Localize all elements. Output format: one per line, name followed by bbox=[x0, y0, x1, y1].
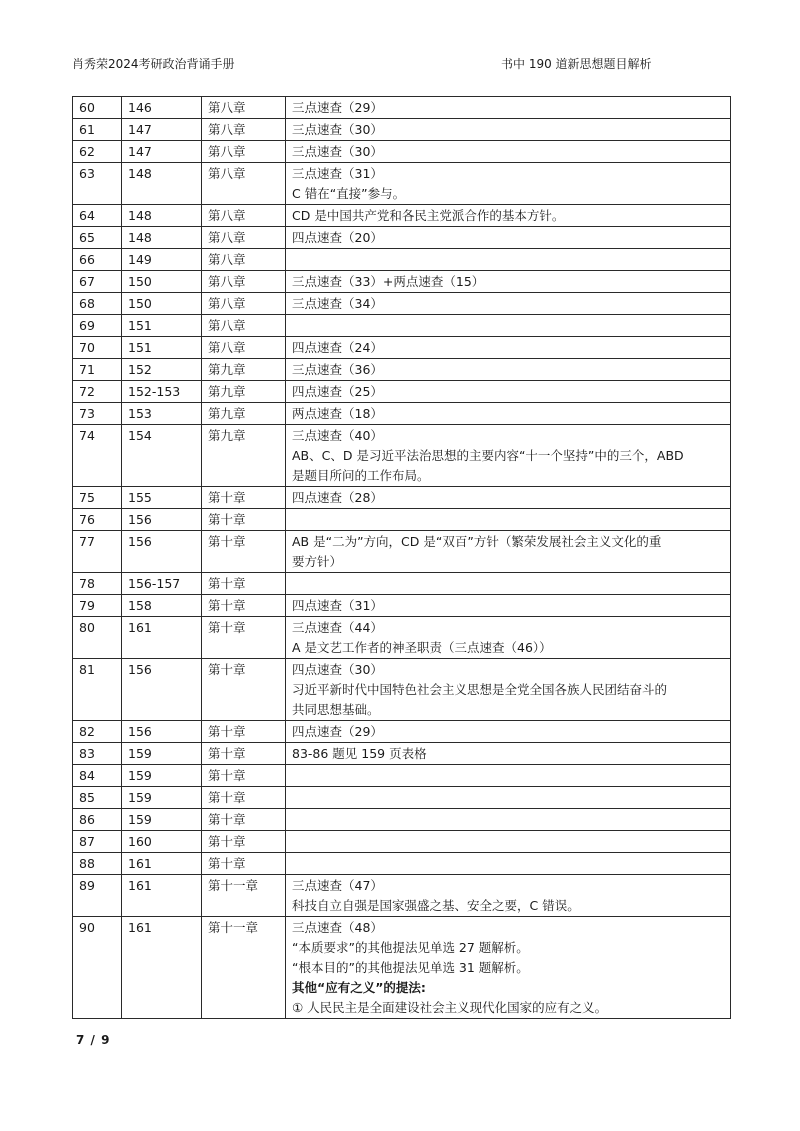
question-number-cell: 64 bbox=[73, 205, 122, 227]
question-number-cell: 87 bbox=[73, 831, 122, 853]
answer-table bbox=[72, 96, 731, 1019]
notes-cell bbox=[286, 509, 731, 531]
notes-cell bbox=[286, 403, 731, 425]
table-row bbox=[73, 425, 731, 487]
page-number-cell: 147 bbox=[122, 141, 202, 163]
page-number-cell: 152-153 bbox=[122, 381, 202, 403]
notes-cell bbox=[286, 141, 731, 163]
notes-cell bbox=[286, 227, 731, 249]
table-row bbox=[73, 787, 731, 809]
note-line: 三点速查（30） bbox=[292, 122, 383, 137]
chapter-cell: 第十章 bbox=[202, 721, 286, 743]
notes-cell bbox=[286, 293, 731, 315]
question-number-cell: 71 bbox=[73, 359, 122, 381]
chapter-cell: 第八章 bbox=[202, 205, 286, 227]
chapter-cell: 第九章 bbox=[202, 359, 286, 381]
page-number-cell: 152 bbox=[122, 359, 202, 381]
note-line: 三点速查（44） bbox=[292, 620, 383, 635]
question-number-cell: 82 bbox=[73, 721, 122, 743]
table-row bbox=[73, 315, 731, 337]
chapter-cell: 第十章 bbox=[202, 595, 286, 617]
notes-cell bbox=[286, 315, 731, 337]
chapter-cell: 第九章 bbox=[202, 425, 286, 487]
chapter-cell: 第十一章 bbox=[202, 875, 286, 917]
page-number: 7 / 9 bbox=[76, 1033, 111, 1047]
notes-cell bbox=[286, 337, 731, 359]
chapter-cell: 第十章 bbox=[202, 487, 286, 509]
note-line: 三点速查（47） bbox=[292, 878, 383, 893]
notes-cell bbox=[286, 743, 731, 765]
note-line: 科技自立自强是国家强盛之基、安全之要，C 错误。 bbox=[292, 898, 580, 913]
notes-cell bbox=[286, 617, 731, 659]
page-number-cell: 159 bbox=[122, 787, 202, 809]
note-line: 三点速查（40） bbox=[292, 428, 383, 443]
table-row bbox=[73, 293, 731, 315]
table-row bbox=[73, 97, 731, 119]
chapter-cell: 第十章 bbox=[202, 617, 286, 659]
note-line: 共同思想基础。 bbox=[292, 702, 380, 717]
chapter-cell: 第九章 bbox=[202, 403, 286, 425]
table-row bbox=[73, 381, 731, 403]
note-line: 四点速查（31） bbox=[292, 598, 383, 613]
table-row bbox=[73, 249, 731, 271]
notes-cell bbox=[286, 595, 731, 617]
question-number-cell: 72 bbox=[73, 381, 122, 403]
note-line: 四点速查（28） bbox=[292, 490, 383, 505]
table-row bbox=[73, 595, 731, 617]
chapter-cell: 第九章 bbox=[202, 381, 286, 403]
page-number-cell: 148 bbox=[122, 227, 202, 249]
notes-cell bbox=[286, 721, 731, 743]
note-line: 是题目所问的工作布局。 bbox=[292, 468, 430, 483]
table-row bbox=[73, 809, 731, 831]
page-number-cell: 156 bbox=[122, 659, 202, 721]
question-number-cell: 66 bbox=[73, 249, 122, 271]
notes-cell bbox=[286, 97, 731, 119]
question-number-cell: 84 bbox=[73, 765, 122, 787]
question-number-cell: 61 bbox=[73, 119, 122, 141]
note-line: 83-86 题见 159 页表格 bbox=[292, 746, 427, 761]
question-number-cell: 80 bbox=[73, 617, 122, 659]
note-line: 三点速查（34） bbox=[292, 296, 383, 311]
note-line: A 是文艺工作者的神圣职责（三点速查（46）） bbox=[292, 640, 552, 655]
question-number-cell: 65 bbox=[73, 227, 122, 249]
page-number-cell: 147 bbox=[122, 119, 202, 141]
table-row bbox=[73, 119, 731, 141]
page-number-cell: 156 bbox=[122, 509, 202, 531]
chapter-cell: 第十章 bbox=[202, 743, 286, 765]
question-number-cell: 63 bbox=[73, 163, 122, 205]
page-number-cell: 151 bbox=[122, 337, 202, 359]
table-row bbox=[73, 617, 731, 659]
table-row bbox=[73, 205, 731, 227]
page-number-cell: 158 bbox=[122, 595, 202, 617]
note-line: 三点速查（30） bbox=[292, 144, 383, 159]
note-line: C 错在“直接”参与。 bbox=[292, 186, 406, 201]
notes-cell bbox=[286, 425, 731, 487]
question-number-cell: 73 bbox=[73, 403, 122, 425]
notes-cell bbox=[286, 163, 731, 205]
table-row bbox=[73, 917, 731, 1019]
note-line: 四点速查（24） bbox=[292, 340, 383, 355]
page-number-cell: 156-157 bbox=[122, 573, 202, 595]
notes-cell bbox=[286, 205, 731, 227]
table-row bbox=[73, 765, 731, 787]
note-line: 要方针） bbox=[292, 554, 343, 569]
chapter-cell: 第八章 bbox=[202, 249, 286, 271]
table-row bbox=[73, 509, 731, 531]
answer-table-body bbox=[73, 97, 731, 1019]
question-number-cell: 89 bbox=[73, 875, 122, 917]
note-line: CD 是中国共产党和各民主党派合作的基本方针。 bbox=[292, 208, 565, 223]
chapter-cell: 第八章 bbox=[202, 141, 286, 163]
chapter-cell: 第八章 bbox=[202, 119, 286, 141]
chapter-cell: 第十章 bbox=[202, 765, 286, 787]
chapter-cell: 第十章 bbox=[202, 831, 286, 853]
note-line: “根本目的”的其他提法见单选 31 题解析。 bbox=[292, 960, 529, 975]
chapter-cell: 第八章 bbox=[202, 271, 286, 293]
page-number-cell: 160 bbox=[122, 831, 202, 853]
question-number-cell: 86 bbox=[73, 809, 122, 831]
table-row bbox=[73, 487, 731, 509]
notes-cell bbox=[286, 659, 731, 721]
table-row bbox=[73, 853, 731, 875]
page-number-cell: 161 bbox=[122, 917, 202, 1019]
question-number-cell: 60 bbox=[73, 97, 122, 119]
header-section-title: 书中 190 道新思想题目解析 bbox=[501, 57, 652, 71]
table-row bbox=[73, 271, 731, 293]
notes-cell bbox=[286, 119, 731, 141]
question-number-cell: 78 bbox=[73, 573, 122, 595]
notes-cell bbox=[286, 359, 731, 381]
table-row bbox=[73, 573, 731, 595]
page-number-cell: 155 bbox=[122, 487, 202, 509]
note-line: AB、C、D 是习近平法治思想的主要内容“十一个坚持”中的三个，ABD bbox=[292, 448, 684, 463]
note-line: 四点速查（29） bbox=[292, 724, 383, 739]
question-number-cell: 90 bbox=[73, 917, 122, 1019]
question-number-cell: 81 bbox=[73, 659, 122, 721]
table-row bbox=[73, 359, 731, 381]
chapter-cell: 第十章 bbox=[202, 573, 286, 595]
page-number-cell: 159 bbox=[122, 743, 202, 765]
notes-cell bbox=[286, 765, 731, 787]
notes-cell bbox=[286, 787, 731, 809]
notes-cell bbox=[286, 381, 731, 403]
question-number-cell: 88 bbox=[73, 853, 122, 875]
note-line: 三点速查（36） bbox=[292, 362, 383, 377]
question-number-cell: 62 bbox=[73, 141, 122, 163]
note-line: 其他“应有之义”的提法: bbox=[292, 980, 426, 995]
page-number-cell: 161 bbox=[122, 875, 202, 917]
question-number-cell: 75 bbox=[73, 487, 122, 509]
chapter-cell: 第八章 bbox=[202, 293, 286, 315]
table-row bbox=[73, 141, 731, 163]
notes-cell bbox=[286, 531, 731, 573]
notes-cell bbox=[286, 271, 731, 293]
table-row bbox=[73, 875, 731, 917]
page-header bbox=[72, 55, 732, 75]
notes-cell bbox=[286, 917, 731, 1019]
chapter-cell: 第十章 bbox=[202, 853, 286, 875]
chapter-cell: 第十章 bbox=[202, 509, 286, 531]
notes-cell bbox=[286, 809, 731, 831]
notes-cell bbox=[286, 831, 731, 853]
chapter-cell: 第八章 bbox=[202, 97, 286, 119]
header-book-title: 肖秀荣2024考研政治背诵手册 bbox=[72, 57, 235, 71]
notes-cell bbox=[286, 853, 731, 875]
question-number-cell: 74 bbox=[73, 425, 122, 487]
notes-cell bbox=[286, 875, 731, 917]
table-row bbox=[73, 163, 731, 205]
chapter-cell: 第八章 bbox=[202, 163, 286, 205]
page-number-cell: 150 bbox=[122, 293, 202, 315]
question-number-cell: 83 bbox=[73, 743, 122, 765]
notes-cell bbox=[286, 487, 731, 509]
table-row bbox=[73, 831, 731, 853]
table-row bbox=[73, 721, 731, 743]
note-line: AB 是“二为”方向，CD 是“双百”方针（繁荣发展社会主义文化的重 bbox=[292, 534, 662, 549]
note-line: 四点速查（20） bbox=[292, 230, 383, 245]
question-number-cell: 68 bbox=[73, 293, 122, 315]
table-row bbox=[73, 659, 731, 721]
question-number-cell: 76 bbox=[73, 509, 122, 531]
page-number-cell: 151 bbox=[122, 315, 202, 337]
page-number-cell: 150 bbox=[122, 271, 202, 293]
notes-cell bbox=[286, 249, 731, 271]
page-number-cell: 146 bbox=[122, 97, 202, 119]
page-number-cell: 161 bbox=[122, 617, 202, 659]
chapter-cell: 第十章 bbox=[202, 531, 286, 573]
page-number-cell: 154 bbox=[122, 425, 202, 487]
page-number-cell: 159 bbox=[122, 809, 202, 831]
table-row bbox=[73, 337, 731, 359]
page-number-cell: 156 bbox=[122, 531, 202, 573]
note-line: 三点速查（31） bbox=[292, 166, 383, 181]
table-row bbox=[73, 403, 731, 425]
chapter-cell: 第十章 bbox=[202, 787, 286, 809]
question-number-cell: 79 bbox=[73, 595, 122, 617]
chapter-cell: 第十章 bbox=[202, 659, 286, 721]
chapter-cell: 第八章 bbox=[202, 227, 286, 249]
note-line: 四点速查（30） bbox=[292, 662, 383, 677]
page-number-cell: 161 bbox=[122, 853, 202, 875]
question-number-cell: 85 bbox=[73, 787, 122, 809]
note-line: “本质要求”的其他提法见单选 27 题解析。 bbox=[292, 940, 529, 955]
question-number-cell: 69 bbox=[73, 315, 122, 337]
question-number-cell: 67 bbox=[73, 271, 122, 293]
page-number-cell: 148 bbox=[122, 205, 202, 227]
page-number-cell: 159 bbox=[122, 765, 202, 787]
chapter-cell: 第八章 bbox=[202, 337, 286, 359]
page-number-cell: 156 bbox=[122, 721, 202, 743]
question-number-cell: 77 bbox=[73, 531, 122, 573]
note-line: 四点速查（25） bbox=[292, 384, 383, 399]
table-row bbox=[73, 227, 731, 249]
note-line: ① 人民民主是全面建设社会主义现代化国家的应有之义。 bbox=[292, 1000, 608, 1015]
note-line: 两点速查（18） bbox=[292, 406, 383, 421]
note-line: 三点速查（33）+两点速查（15） bbox=[292, 274, 485, 289]
note-line: 习近平新时代中国特色社会主义思想是全党全国各族人民团结奋斗的 bbox=[292, 682, 668, 697]
table-row bbox=[73, 531, 731, 573]
page-number-cell: 148 bbox=[122, 163, 202, 205]
page-number-cell: 153 bbox=[122, 403, 202, 425]
page-number-cell: 149 bbox=[122, 249, 202, 271]
table-row bbox=[73, 743, 731, 765]
chapter-cell: 第八章 bbox=[202, 315, 286, 337]
question-number-cell: 70 bbox=[73, 337, 122, 359]
chapter-cell: 第十章 bbox=[202, 809, 286, 831]
notes-cell bbox=[286, 573, 731, 595]
note-line: 三点速查（48） bbox=[292, 920, 383, 935]
note-line: 三点速查（29） bbox=[292, 100, 383, 115]
chapter-cell: 第十一章 bbox=[202, 917, 286, 1019]
